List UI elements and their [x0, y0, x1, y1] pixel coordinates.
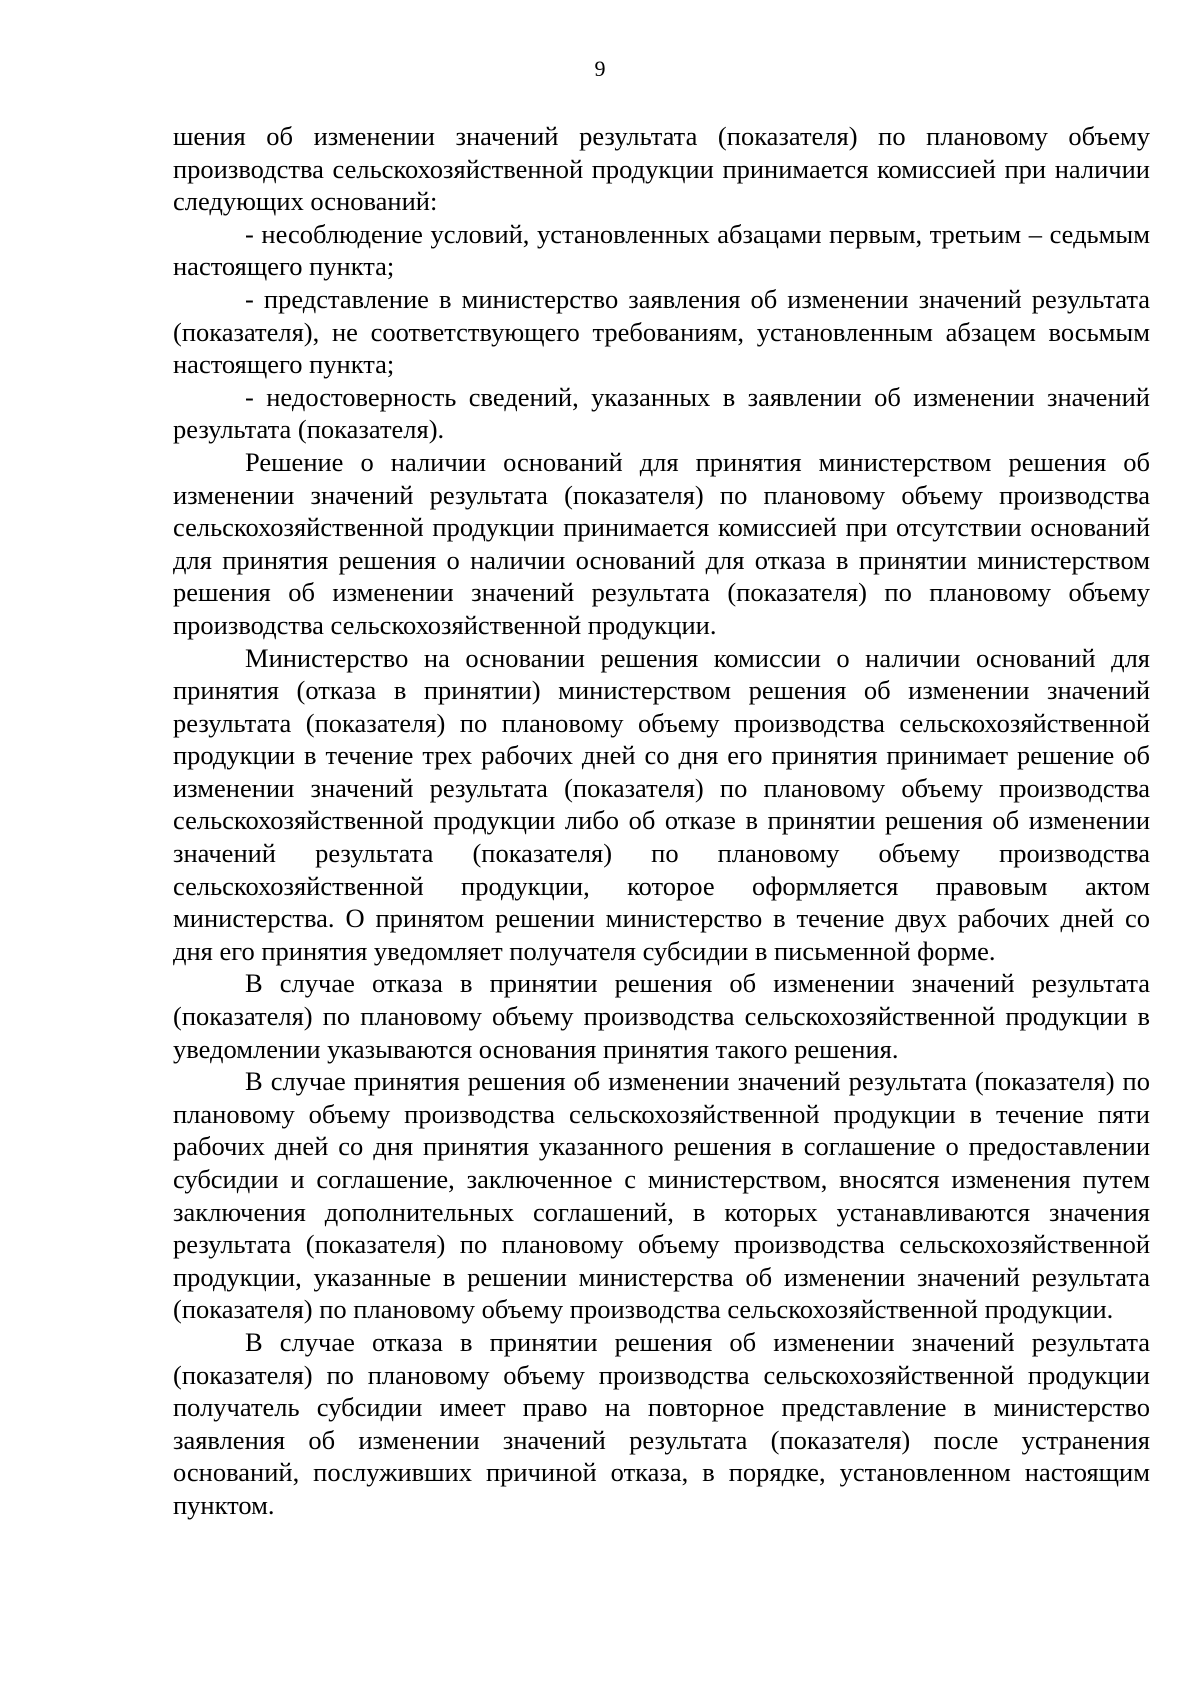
paragraph-continuation: шения об изменении значений результата (показателя) по плановому объему производства сельскохозяйственной продукции принимается комиссией при наличии следующих оснований:	[173, 121, 1150, 217]
list-item-unreliable-information: - недостоверность сведений, указанных в заявлении об изменении значений результата (показателя).	[173, 381, 1150, 445]
page-number: 9	[594, 56, 606, 81]
paragraph-agreement-amendments: В случае принятия решения об изменении значений результата (показателя) по плановому объему производства сельскохозяйственной продукции в течение пяти рабочих дней со дня принятия указанного решения в соглашение о предоставлении субсидии и соглашение, заключенное с министерством, вносятся изменения путем заключения дополнительных соглашений, в которых устанавливаются значения результата (показателя) по плановому объему производства сельскохозяйственной продукции, указанные в решении министерства об изменении значений результата (показателя) по плановому объему производства сельскохозяйственной продукции.	[173, 1066, 1150, 1325]
paragraph-refusal-notice: В случае отказа в принятии решения об изменении значений результата (показателя) по плановому объему производства сельскохозяйственной продукции в уведомлении указываются основания принятия такого решения.	[173, 968, 1150, 1064]
paragraph-decision-grounds: Решение о наличии оснований для принятия министерством решения об изменении значений результата (показателя) по плановому объему производства сельскохозяйственной продукции принимается комиссией при отсутствии оснований для принятия решения о наличии оснований для отказа в принятии министерством решения об изменении значений результата (показателя) по плановому объему производства сельскохозяйственной продукции.	[173, 446, 1150, 640]
document-body	[173, 120, 1150, 1522]
list-item-noncompliance: - несоблюдение условий, установленных абзацами первым, третьим – седьмым настоящего пункта;	[173, 218, 1150, 282]
list-item-nonconforming-application: - представление в министерство заявления об изменении значений результата (показателя), не соответствующего требованиям, установленным абзацем восьмым настоящего пункта;	[173, 283, 1150, 380]
paragraph-ministry-decision: Министерство на основании решения комиссии о наличии оснований для принятия (отказа в принятии) министерством решения об изменении значений результата (показателя) по плановому объему производства сельскохозяйственной продукции в течение трех рабочих дней со дня его принятия принимает решение об изменении значений результата (показателя) по плановому объему производства сельскохозяйственной продукции либо об отказе в принятии решения об изменении значений результата (показателя) по плановому объему производства сельскохозяйственной продукции, которое оформляется правовым актом министерства. О принятом решении министерство в течение двух рабочих дней со дня его принятия уведомляет получателя субсидии в письменной форме.	[173, 642, 1150, 966]
paragraph-resubmission-right: В случае отказа в принятии решения об изменении значений результата (показателя) по плановому объему производства сельскохозяйственной продукции получатель субсидии имеет право на повторное представление в министерство заявления об изменении значений результата (показателя) после устранения оснований, послуживших причиной отказа, в порядке, установленном настоящим пунктом.	[173, 1326, 1150, 1520]
